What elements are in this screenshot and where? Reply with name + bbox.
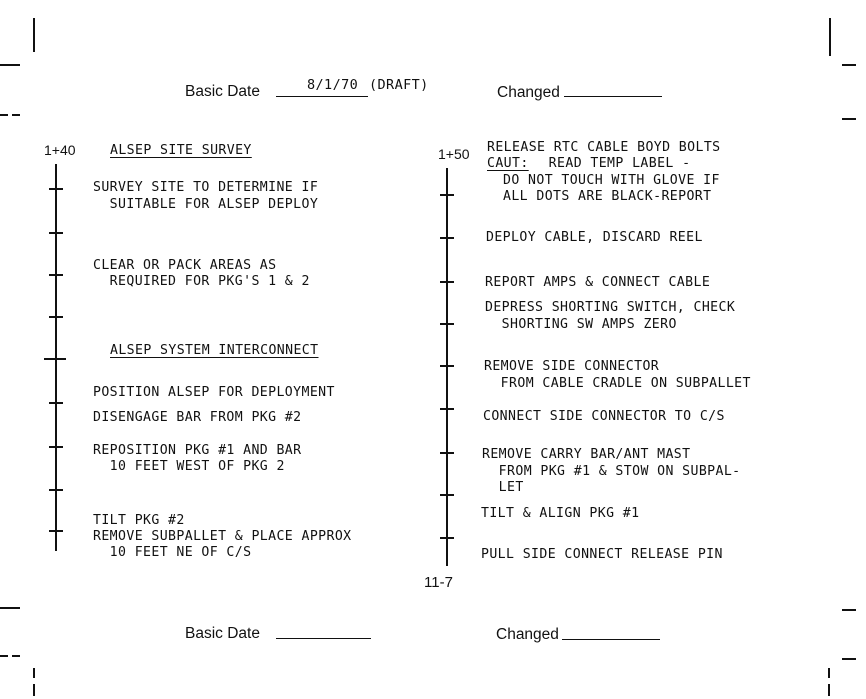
timeline-tick [49, 188, 63, 190]
timeline-tick [440, 237, 454, 239]
checklist-item: POSITION ALSEP FOR DEPLOYMENT [93, 385, 335, 400]
header-changed-line [564, 96, 662, 97]
timeline-tick [49, 274, 63, 276]
timeline-tick [49, 316, 63, 318]
crop-mark [842, 118, 856, 120]
header-basic-date-value: 8/1/70 [307, 77, 359, 93]
crop-mark [842, 64, 856, 66]
checklist-item: REMOVE SIDE CONNECTOR [484, 359, 660, 374]
checklist-item: SURVEY SITE TO DETERMINE IF [93, 180, 319, 195]
checklist-item: REPORT AMPS & CONNECT CABLE [485, 275, 711, 290]
checklist-item: CLEAR OR PACK AREAS AS [93, 258, 277, 273]
timeline-tick [440, 494, 454, 496]
checklist-item: FROM CABLE CRADLE ON SUBPALLET [484, 376, 751, 391]
page-number: 11-7 [424, 574, 453, 591]
caution-text: DO NOT TOUCH WITH GLOVE IF [503, 173, 720, 188]
footer-basic-date-line [276, 638, 371, 639]
checklist-item: TILT & ALIGN PKG #1 [481, 506, 640, 521]
timeline-tick [440, 194, 454, 196]
checklist-item: CONNECT SIDE CONNECTOR TO C/S [483, 409, 725, 424]
header-draft-note: (DRAFT) [369, 77, 429, 93]
checklist-item: FROM PKG #1 & STOW ON SUBPAL- [482, 464, 741, 479]
timeline-tick [49, 232, 63, 234]
checklist-item: SUITABLE FOR ALSEP DEPLOY [93, 197, 319, 212]
checklist-item: LET [482, 480, 524, 495]
crop-mark [828, 668, 830, 678]
crop-mark [0, 64, 20, 66]
checklist-item: DEPLOY CABLE, DISCARD REEL [486, 230, 703, 245]
footer-changed-label: Changed [496, 626, 559, 643]
checklist-item: 10 FEET NE OF C/S [93, 545, 252, 560]
timeline-tick [44, 358, 66, 360]
crop-mark [0, 655, 8, 657]
timeline-tick [49, 446, 63, 448]
header-basic-date-label: Basic Date [185, 83, 260, 100]
timeline-tick [440, 323, 454, 325]
timeline-tick [440, 365, 454, 367]
footer-changed-line [562, 639, 660, 640]
crop-mark [829, 18, 831, 56]
checklist-item: PULL SIDE CONNECT RELEASE PIN [481, 547, 723, 562]
timeline-tick [49, 489, 63, 491]
checklist-item: TILT PKG #2 [93, 513, 185, 528]
footer-basic-date-label: Basic Date [185, 625, 260, 642]
checklist-item: 10 FEET WEST OF PKG 2 [93, 459, 285, 474]
header-basic-date-line [276, 96, 368, 97]
crop-mark [0, 607, 20, 609]
checklist-item: REMOVE SUBPALLET & PLACE APPROX [93, 529, 352, 544]
crop-mark [12, 114, 20, 116]
right-time-code: 1+50 [438, 146, 470, 162]
checklist-item: REPOSITION PKG #1 AND BAR [93, 443, 302, 458]
timeline-tick [440, 537, 454, 539]
timeline-tick [49, 530, 63, 532]
timeline-tick [49, 402, 63, 404]
checklist-item: RELEASE RTC CABLE BOYD BOLTS [487, 140, 721, 155]
timeline-tick [440, 281, 454, 283]
crop-mark [842, 658, 856, 660]
checklist-item: DISENGAGE BAR FROM PKG #2 [93, 410, 302, 425]
checklist-item: SHORTING SW AMPS ZERO [485, 317, 677, 332]
crop-mark [828, 684, 830, 696]
section-title-system-interconnect: ALSEP SYSTEM INTERCONNECT [110, 343, 319, 358]
right-timeline [446, 168, 448, 566]
section-title-site-survey: ALSEP SITE SURVEY [110, 143, 252, 158]
timeline-tick [440, 408, 454, 410]
crop-mark [33, 668, 35, 678]
crop-mark [33, 684, 35, 696]
checklist-item: REMOVE CARRY BAR/ANT MAST [482, 447, 691, 462]
crop-mark [842, 609, 856, 611]
checklist-item: DEPRESS SHORTING SWITCH, CHECK [485, 300, 736, 315]
timeline-tick [440, 452, 454, 454]
crop-mark [33, 18, 35, 52]
caution-text: ALL DOTS ARE BLACK-REPORT [503, 189, 712, 204]
left-time-code: 1+40 [44, 142, 76, 158]
checklist-item: REQUIRED FOR PKG'S 1 & 2 [93, 274, 310, 289]
crop-mark [12, 655, 20, 657]
caution-label: CAUT: [487, 156, 529, 171]
header-changed-label: Changed [497, 84, 560, 101]
crop-mark [0, 114, 8, 116]
caution-text: READ TEMP LABEL - [532, 156, 691, 171]
